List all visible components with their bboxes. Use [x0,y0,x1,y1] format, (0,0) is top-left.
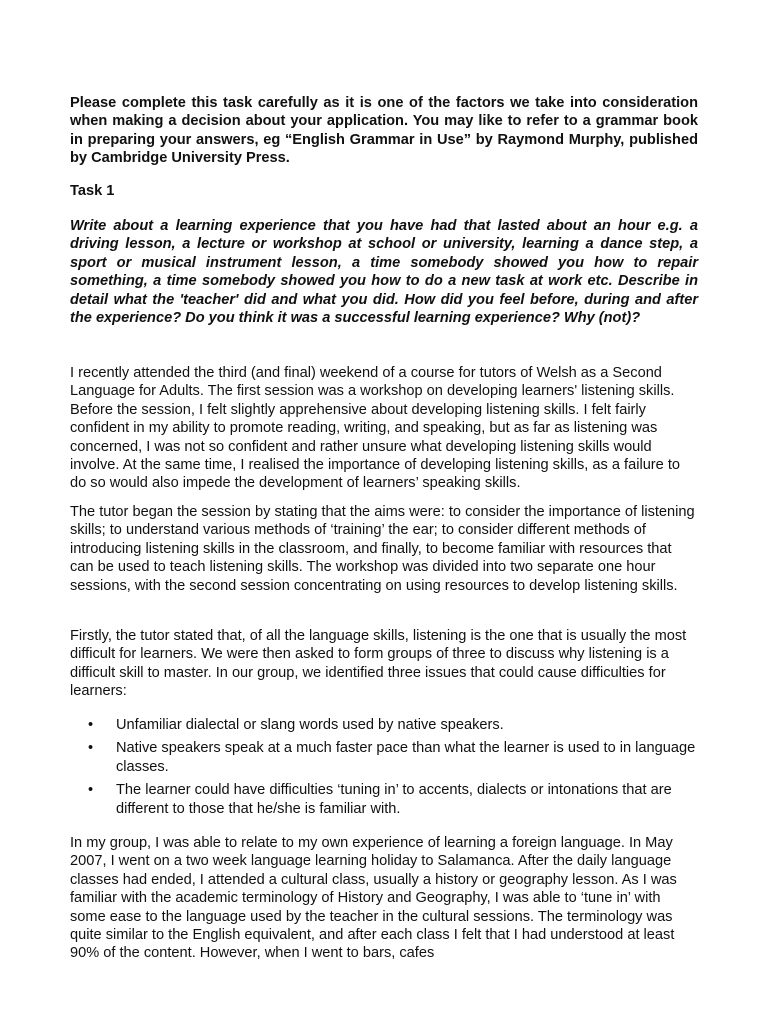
body-paragraph-1: I recently attended the third (and final) weekend of a course for tutors of Welsh as a Second Language for Adults. The first session was a workshop on developing learners' listening skills. Before the session, I felt slightly apprehensive about developing listening skills. I felt fairly confident in my ability to promote reading, writing, and speaking, but as far as listening was concerned, I was not so confident and rather unsure what developing listening skills would involve. At the same time, I realised the importance of developing listening skills, as a failure to do so would also impede the development of learners’ speaking skills. [70,365,681,492]
task-heading: Task 1 [70,183,115,199]
list-item-text: Unfamiliar dialectal or slang words used by native speakers. [116,717,504,733]
list-item [70,716,698,734]
bullet-icon: • [88,782,94,799]
bullet-icon: • [88,740,94,757]
list-item-text: The learner could have difficulties ‘tuning in’ to accents, dialects or intonations that are different to those that he/she is familiar with. [116,782,672,817]
list-item [70,739,698,776]
task-prompt: Write about a learning experience that you have had that lasted about an hour e.g. a driving lesson, a lecture or workshop at school or university, learning a dance step, a sport or musical instrument lesson, a time somebody showed you how to repair something, a time somebody showed you how to do a new task at work etc. Describe in detail what the 'teacher' did and what you did. How did you feel before, during and after the experience? Do you think it was a successful learning experience? Why (not)? [70,218,698,327]
difficulties-list [70,716,698,823]
list-item [70,781,698,818]
intro-paragraph: Please complete this task carefully as it is one of the factors we take into consideration when making a decision about your application. You may like to refer to a grammar book in preparing your answers, eg “English Grammar in Use” by Raymond Murphy, published by Cambridge University Press. [70,95,698,167]
list-item-text: Native speakers speak at a much faster pace than what the learner is used to in language classes. [116,740,696,775]
body-paragraph-4: In my group, I was able to relate to my own experience of learning a foreign language. In May 2007, I went on a two week language learning holiday to Salamanca. After the daily language classes had ended, I attended a cultural class, usually a history or geography lesson. As I was familiar with the academic terminology of History and Geography, I was able to ‘tune in’ with some ease to the language used by the teacher in the cultural sessions. The terminology was quite similar to the English equivalent, and after each class I felt that I had understood at least 90% of the content. However, when I went to bars, cafes [70,835,677,962]
bullet-icon: • [88,717,94,733]
body-paragraph-3: Firstly, the tutor stated that, of all the language skills, listening is the one that is usually the most difficult for learners. We were then asked to form groups of three to discuss why listening is a difficult skill to master. In our group, we identified three issues that could cause difficulties for learners: [70,628,687,700]
body-paragraph-2: The tutor began the session by stating that the aims were: to consider the importance of listening skills; to understand various methods of ‘training’ the ear; to consider different methods of introducing listening skills in the classroom, and finally, to become familiar with resources that can be used to teach listening skills. The workshop was divided into two separate one hour sessions, with the second session concentrating on using resources to develop listening skills. [70,504,695,594]
